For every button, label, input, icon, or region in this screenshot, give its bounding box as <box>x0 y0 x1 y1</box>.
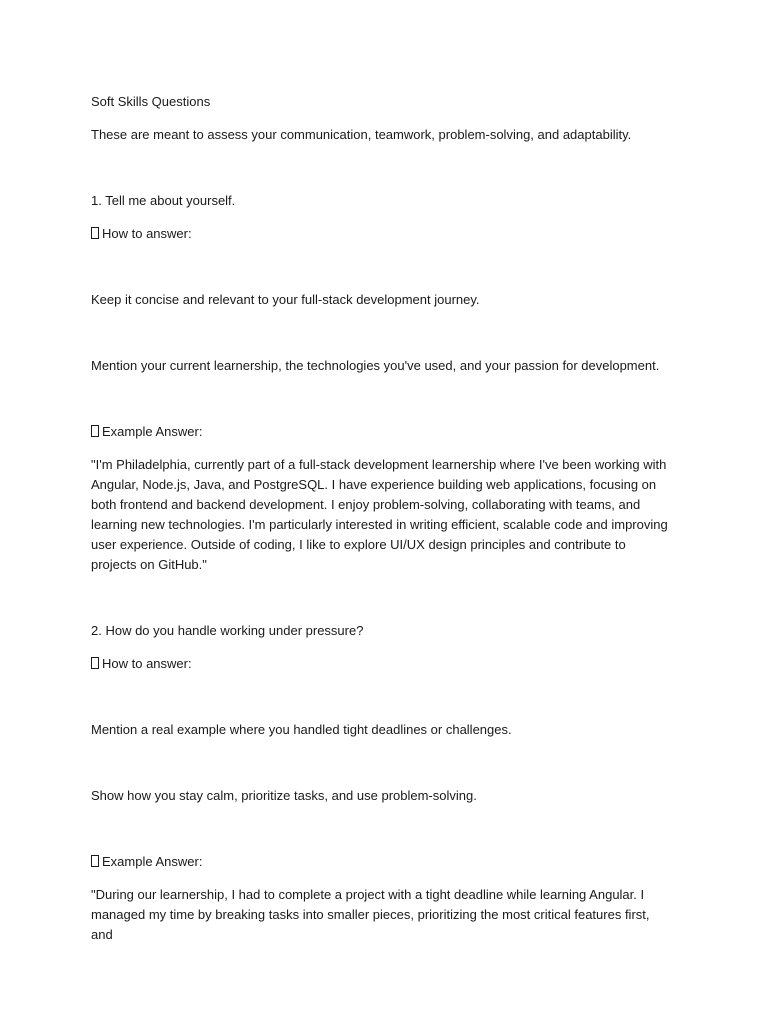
q2-tip-1: Mention a real example where you handled tight deadlines or challenges. <box>91 722 512 737</box>
q1-tip-2: Mention your current learnership, the technologies you've used, and your passion for development. <box>91 358 660 373</box>
q1-how-label: How to answer: <box>102 226 192 241</box>
missing-glyph-icon <box>91 227 99 239</box>
missing-glyph-icon <box>91 855 99 867</box>
q2-tip-2: Show how you stay calm, prioritize tasks, and use problem-solving. <box>91 788 477 803</box>
missing-glyph-icon <box>91 425 99 437</box>
q2-example-label: Example Answer: <box>102 854 203 869</box>
q2-example-answer: "During our learnership, I had to complete a project with a tight deadline while learning Angular. I managed my time by breaking tasks into smaller pieces, prioritizing the most critical features first, and <box>91 887 650 942</box>
q1-how-to-answer <box>91 224 671 244</box>
q2-how-label: How to answer: <box>102 656 192 671</box>
q1-example-answer: "I'm Philadelphia, currently part of a full-stack development learnership where I've been working with Angular, Node.js, Java, and PostgreSQL. I have experience building web applications, focusing on both frontend and backend development. I enjoy problem-solving, collaborating with teams, and learning new technologies. I'm particularly interested in writing efficient, scalable code and improving user experience. Outside of coding, I like to explore UI/UX design principles and contribute to projects on GitHub." <box>91 457 668 572</box>
question-1: 1. Tell me about yourself. <box>91 193 236 208</box>
document-title: Soft Skills Questions <box>91 94 211 109</box>
q1-tip-1: Keep it concise and relevant to your full-stack development journey. <box>91 292 480 307</box>
missing-glyph-icon <box>91 657 99 669</box>
q2-example-heading <box>91 852 671 872</box>
intro-paragraph: These are meant to assess your communication, teamwork, problem-solving, and adaptability. <box>91 127 632 142</box>
document-body <box>91 92 671 945</box>
question-2: 2. How do you handle working under pressure? <box>91 623 364 638</box>
q1-example-label: Example Answer: <box>102 424 203 439</box>
q2-how-to-answer <box>91 654 671 674</box>
q1-example-heading <box>91 422 671 442</box>
